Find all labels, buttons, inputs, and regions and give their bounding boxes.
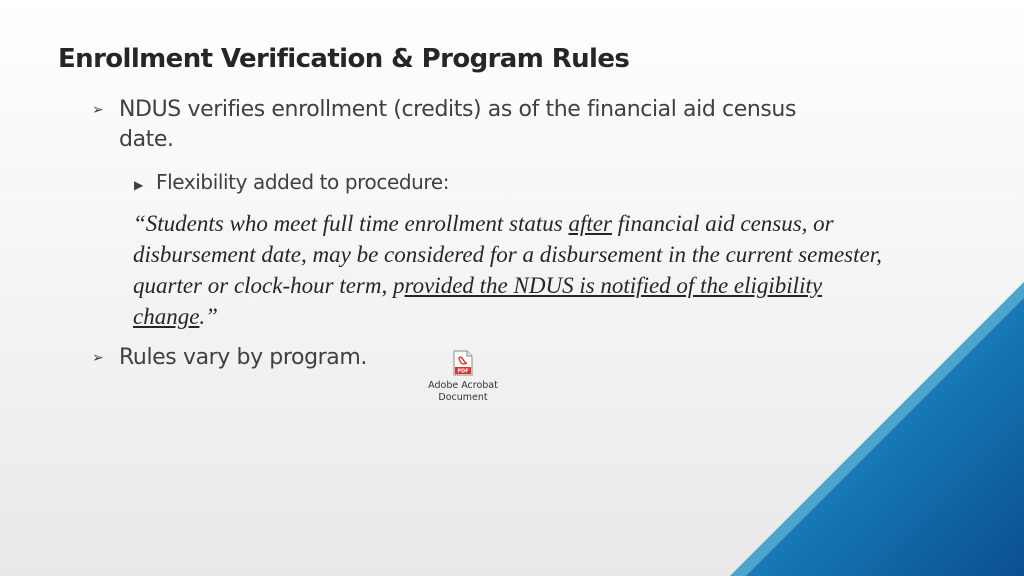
- sub-bullet-text: Flexibility added to procedure:: [156, 170, 450, 194]
- sub-bullet-flexibility: [134, 168, 449, 199]
- quote-part1: Students who meet full time enrollment status: [145, 211, 569, 236]
- pdf-attachment-label: [420, 380, 506, 404]
- slide-title: Enrollment Verification & Program Rules: [58, 44, 630, 74]
- pdf-label-line2: Document: [438, 392, 488, 403]
- bullet-text-line2: date.: [119, 127, 174, 152]
- pdf-icon-text: PDF: [457, 368, 469, 375]
- arrow-bullet-icon: ➢: [92, 102, 104, 118]
- quote-open-mark: “: [133, 211, 146, 236]
- pdf-file-icon: [452, 350, 474, 376]
- bullet-ndus-verifies: [92, 95, 892, 155]
- arrow-bullet-icon: ➢: [92, 350, 104, 366]
- pdf-attachment[interactable]: [420, 350, 506, 404]
- bullet-text-line1: NDUS verifies enrollment (credits) as of the financial aid census: [119, 97, 797, 122]
- quote-after: after: [568, 211, 612, 236]
- quote-close: .”: [199, 304, 218, 329]
- quote-underlined: rovided the NDUS is notified of the eligibility change: [133, 273, 823, 329]
- policy-quote: [133, 208, 903, 332]
- pdf-label-line1: Adobe Acrobat: [428, 380, 498, 391]
- quote-part2: financial aid census, or disbursement date, may be considered for a disbursement in the current semester, quarter or clock-hour term, p: [133, 211, 882, 298]
- bullet-rules-text: Rules vary by program.: [119, 345, 367, 370]
- triangle-bullet-icon: ▶: [134, 178, 143, 192]
